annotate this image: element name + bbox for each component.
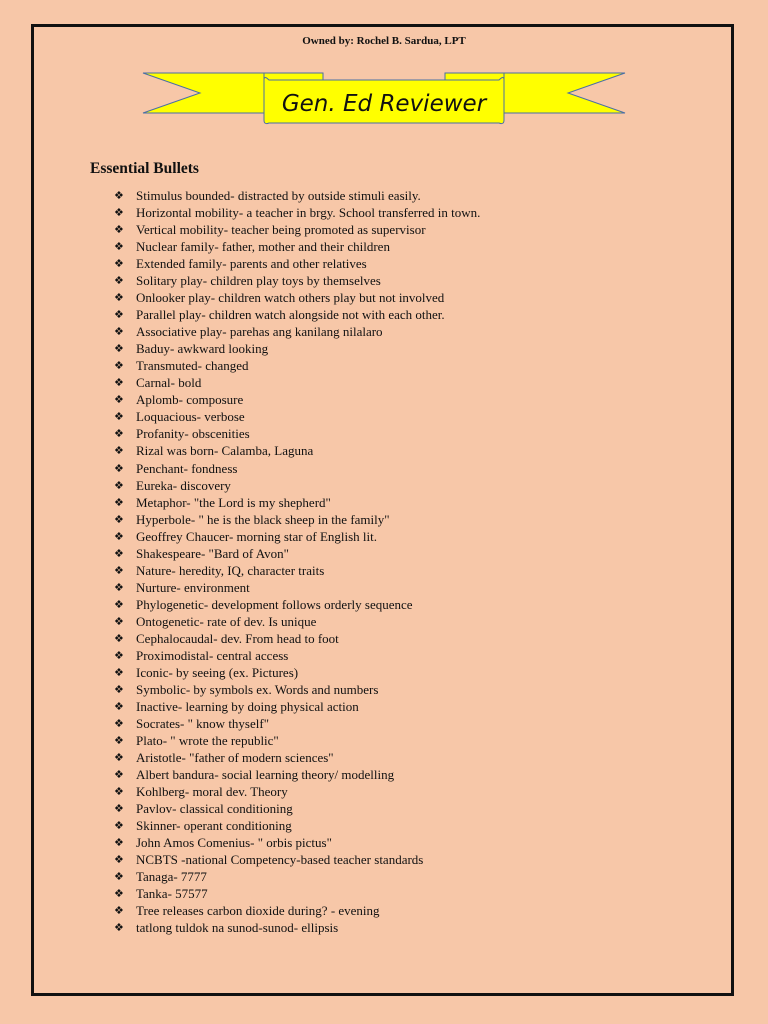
four-diamond-bullet-icon: ❖	[114, 853, 124, 867]
bullet-text: Profanity- obscenities	[136, 426, 250, 442]
bullet-item	[114, 766, 480, 783]
bullet-text: Onlooker play- children watch others play but not involved	[136, 290, 445, 306]
bullet-text: Nature- heredity, IQ, character traits	[136, 562, 325, 578]
bullet-item	[114, 562, 480, 579]
four-diamond-bullet-icon: ❖	[114, 495, 124, 509]
bullet-text: Shakespeare- "Bard of Avon"	[136, 545, 289, 561]
four-diamond-bullet-icon: ❖	[114, 921, 124, 935]
four-diamond-bullet-icon: ❖	[114, 614, 124, 628]
bullet-item	[114, 902, 480, 919]
bullet-item	[114, 408, 480, 425]
bullet-text: Hyperbole- " he is the black sheep in the family"	[136, 511, 390, 527]
bullet-text: Eureka- discovery	[136, 477, 231, 493]
four-diamond-bullet-icon: ❖	[114, 580, 124, 594]
four-diamond-bullet-icon: ❖	[114, 240, 124, 254]
bullet-item	[114, 868, 480, 885]
four-diamond-bullet-icon: ❖	[114, 529, 124, 543]
bullet-item	[114, 306, 480, 323]
bullet-text: Nuclear family- father, mother and their children	[136, 239, 390, 255]
four-diamond-bullet-icon: ❖	[114, 751, 124, 765]
four-diamond-bullet-icon: ❖	[114, 648, 124, 662]
four-diamond-bullet-icon: ❖	[114, 342, 124, 356]
four-diamond-bullet-icon: ❖	[114, 359, 124, 373]
bullet-text: Transmuted- changed	[136, 358, 249, 374]
four-diamond-bullet-icon: ❖	[114, 189, 124, 203]
banner-title: Gen. Ed Reviewer	[281, 91, 487, 117]
four-diamond-bullet-icon: ❖	[114, 444, 124, 458]
title-banner	[0, 0, 768, 140]
bullet-text: Socrates- " know thyself"	[136, 715, 270, 731]
bullet-item	[114, 579, 480, 596]
bullet-list	[114, 187, 480, 936]
bullet-item	[114, 323, 480, 340]
bullet-item	[114, 647, 480, 664]
four-diamond-bullet-icon: ❖	[114, 802, 124, 816]
bullet-item	[114, 204, 480, 221]
bullet-text: Skinner- operant conditioning	[136, 818, 292, 834]
bullet-item	[114, 800, 480, 817]
four-diamond-bullet-icon: ❖	[114, 716, 124, 730]
section-heading: Essential Bullets	[90, 160, 199, 177]
four-diamond-bullet-icon: ❖	[114, 325, 124, 339]
bullet-item	[114, 221, 480, 238]
bullet-text: Rizal was born- Calamba, Laguna	[136, 443, 314, 459]
bullet-item	[114, 783, 480, 800]
four-diamond-bullet-icon: ❖	[114, 308, 124, 322]
four-diamond-bullet-icon: ❖	[114, 904, 124, 918]
bullet-item	[114, 391, 480, 408]
bullet-text: Proximodistal- central access	[136, 647, 289, 663]
bullet-item	[114, 255, 480, 272]
bullet-item	[114, 681, 480, 698]
bullet-item	[114, 715, 480, 732]
bullet-item	[114, 613, 480, 630]
four-diamond-bullet-icon: ❖	[114, 631, 124, 645]
bullet-item	[114, 817, 480, 834]
four-diamond-bullet-icon: ❖	[114, 870, 124, 884]
bullet-item	[114, 528, 480, 545]
bullet-item	[114, 425, 480, 442]
bullet-item	[114, 664, 480, 681]
bullet-text: Ontogenetic- rate of dev. Is unique	[136, 613, 317, 629]
bullet-text: Iconic- by seeing (ex. Pictures)	[136, 664, 299, 680]
bullet-item	[114, 238, 480, 255]
bullet-item	[114, 494, 480, 511]
bullet-text: Extended family- parents and other relatives	[136, 256, 367, 272]
four-diamond-bullet-icon: ❖	[114, 819, 124, 833]
owner-credit: Owned by: Rochel B. Sardua, LPT	[302, 35, 466, 47]
bullet-text: Kohlberg- moral dev. Theory	[136, 784, 288, 800]
four-diamond-bullet-icon: ❖	[114, 291, 124, 305]
four-diamond-bullet-icon: ❖	[114, 682, 124, 696]
bullet-text: Stimulus bounded- distracted by outside stimuli easily.	[136, 188, 421, 204]
bullet-text: Solitary play- children play toys by themselves	[136, 273, 381, 289]
bullet-text: Loquacious- verbose	[136, 409, 245, 425]
bullet-item	[114, 545, 480, 562]
four-diamond-bullet-icon: ❖	[114, 461, 124, 475]
bullet-text: Vertical mobility- teacher being promoted as supervisor	[136, 222, 426, 238]
four-diamond-bullet-icon: ❖	[114, 410, 124, 424]
bullet-item	[114, 374, 480, 391]
four-diamond-bullet-icon: ❖	[114, 427, 124, 441]
four-diamond-bullet-icon: ❖	[114, 785, 124, 799]
bullet-item	[114, 511, 480, 528]
bullet-text: John Amos Comenius- " orbis pictus"	[136, 835, 332, 851]
bullet-text: Metaphor- "the Lord is my shepherd"	[136, 494, 331, 510]
bullet-item	[114, 357, 480, 374]
bullet-text: Parallel play- children watch alongside not with each other.	[136, 307, 445, 323]
four-diamond-bullet-icon: ❖	[114, 546, 124, 560]
bullet-item	[114, 851, 480, 868]
bullet-text: Associative play- parehas ang kanilang nilalaro	[136, 324, 383, 340]
bullet-item	[114, 460, 480, 477]
four-diamond-bullet-icon: ❖	[114, 478, 124, 492]
bullet-text: Geoffrey Chaucer- morning star of English lit.	[136, 528, 378, 544]
bullet-item	[114, 630, 480, 647]
bullet-item	[114, 187, 480, 204]
bullet-text: Tree releases carbon dioxide during? - evening	[136, 903, 380, 919]
four-diamond-bullet-icon: ❖	[114, 768, 124, 782]
bullet-text: Albert bandura- social learning theory/ modelling	[136, 767, 395, 783]
four-diamond-bullet-icon: ❖	[114, 836, 124, 850]
bullet-item	[114, 596, 480, 613]
bullet-item	[114, 732, 480, 749]
bullet-text: tatlong tuldok na sunod-sunod- ellipsis	[136, 920, 339, 936]
bullet-text: Penchant- fondness	[136, 460, 238, 476]
bullet-item	[114, 749, 480, 766]
bullet-text: Cephalocaudal- dev. From head to foot	[136, 630, 339, 646]
bullet-text: Inactive- learning by doing physical action	[136, 698, 359, 714]
four-diamond-bullet-icon: ❖	[114, 597, 124, 611]
bullet-text: Horizontal mobility- a teacher in brgy. School transferred in town.	[136, 205, 481, 221]
four-diamond-bullet-icon: ❖	[114, 699, 124, 713]
four-diamond-bullet-icon: ❖	[114, 223, 124, 237]
four-diamond-bullet-icon: ❖	[114, 563, 124, 577]
bullet-item	[114, 442, 480, 459]
four-diamond-bullet-icon: ❖	[114, 257, 124, 271]
four-diamond-bullet-icon: ❖	[114, 393, 124, 407]
bullet-text: Plato- " wrote the republic"	[136, 733, 279, 749]
bullet-item	[114, 289, 480, 306]
bullet-text: NCBTS -national Competency-based teacher standards	[136, 852, 424, 868]
bullet-item	[114, 272, 480, 289]
four-diamond-bullet-icon: ❖	[114, 274, 124, 288]
four-diamond-bullet-icon: ❖	[114, 206, 124, 220]
bullet-item	[114, 340, 480, 357]
bullet-text: Baduy- awkward looking	[136, 341, 269, 357]
four-diamond-bullet-icon: ❖	[114, 376, 124, 390]
bullet-text: Pavlov- classical conditioning	[136, 801, 293, 817]
bullet-text: Nurture- environment	[136, 579, 250, 595]
bullet-item	[114, 477, 480, 494]
bullet-text: Tanaga- 7777	[136, 869, 207, 885]
bullet-item	[114, 885, 480, 902]
four-diamond-bullet-icon: ❖	[114, 887, 124, 901]
four-diamond-bullet-icon: ❖	[114, 512, 124, 526]
bullet-text: Aplomb- composure	[136, 392, 244, 408]
bullet-text: Carnal- bold	[136, 375, 202, 391]
bullet-item	[114, 834, 480, 851]
bullet-text: Symbolic- by symbols ex. Words and numbers	[136, 681, 379, 697]
bullet-text: Aristotle- "father of modern sciences"	[136, 750, 334, 766]
four-diamond-bullet-icon: ❖	[114, 734, 124, 748]
four-diamond-bullet-icon: ❖	[114, 665, 124, 679]
bullet-item	[114, 698, 480, 715]
bullet-text: Phylogenetic- development follows orderly sequence	[136, 596, 413, 612]
bullet-text: Tanka- 57577	[136, 886, 208, 902]
bullet-item	[114, 919, 480, 936]
